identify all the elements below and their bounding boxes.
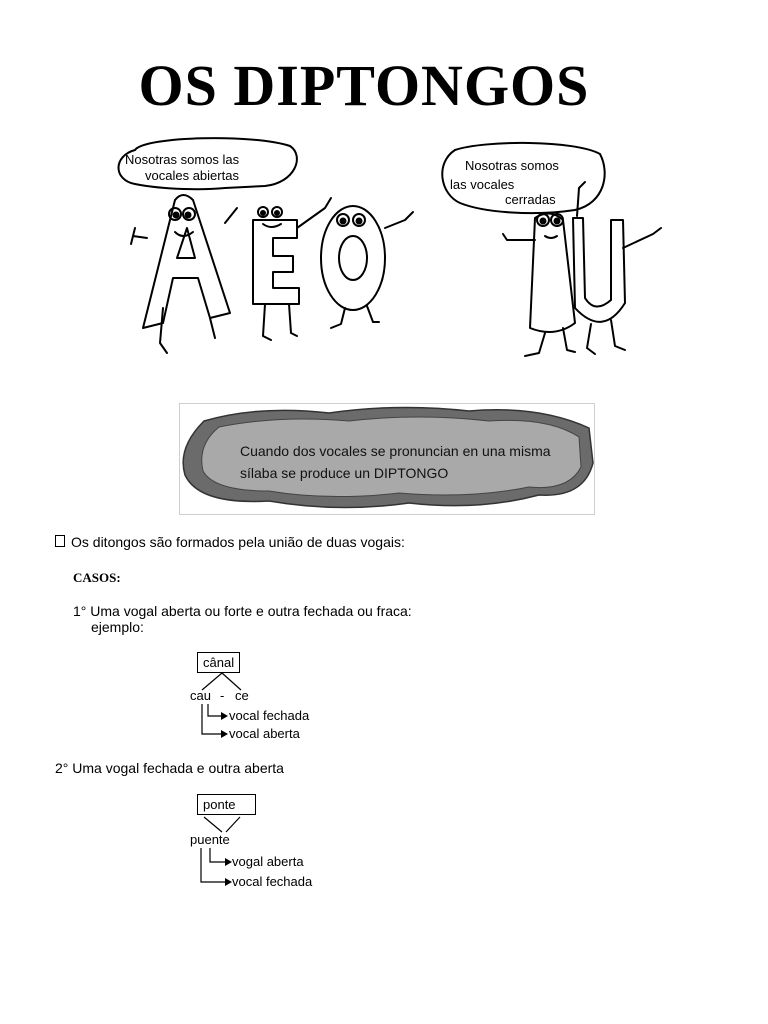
case1-word-box: cânal — [197, 652, 240, 673]
case2-title: 2° Uma vogal fechada e outra aberta — [55, 760, 284, 776]
case1-arrow-label-1: vocal fechada — [229, 708, 310, 723]
left-bubble-line-2: vocales abiertas — [145, 168, 239, 183]
definition-line-2: sílaba se produce un DIPTONGO — [240, 465, 449, 481]
case1-syllable-a: cau — [190, 688, 211, 703]
definition-line-1: Cuando dos vocales se pronuncian en una misma — [240, 443, 551, 459]
case1-example-label: ejemplo: — [91, 619, 144, 635]
case1-arrow-label-2: vocal aberta — [229, 726, 300, 741]
case2-arrow-label-1: vogal aberta — [232, 854, 304, 869]
intro-text: Os ditongos são formados pela união de duas vogais: — [71, 534, 405, 550]
case1-syllable-b: ce — [235, 688, 249, 703]
case1-dash: - — [220, 688, 225, 703]
right-bubble-line-2: las vocales — [450, 177, 515, 192]
left-bubble-line-1: Nosotras somos las — [125, 152, 240, 167]
casos-label: CASOS: — [73, 570, 121, 585]
right-bubble-line-3: cerradas — [505, 192, 556, 207]
page-title: OS DIPTONGOS — [138, 53, 590, 118]
case2-word: puente — [190, 832, 230, 847]
case2-arrow-label-2: vocal fechada — [232, 874, 313, 889]
case2-word-box: ponte — [197, 794, 256, 815]
right-bubble-line-1: Nosotras somos — [465, 158, 559, 173]
case1-title: 1° Uma vogal aberta ou forte e outra fechada ou fraca: — [73, 603, 412, 619]
